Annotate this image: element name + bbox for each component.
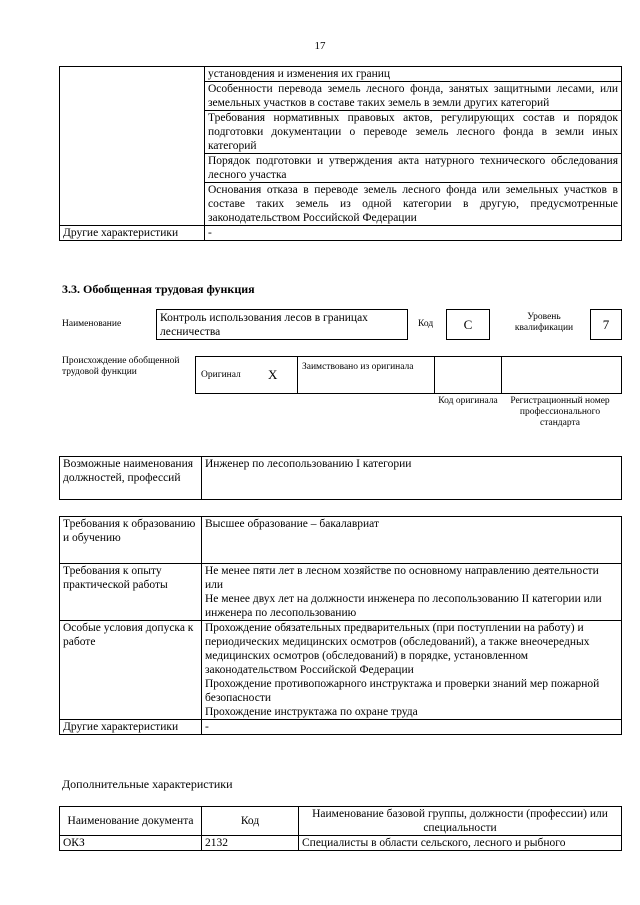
table-row	[60, 720, 622, 735]
origin-label: Происхождение обобщенной трудовой функции	[62, 356, 180, 377]
function-name: Контроль использования лесов в границах лесничества	[160, 312, 368, 338]
origin-box	[195, 356, 622, 394]
level-box	[590, 309, 622, 340]
code-original-caption: Код оригинала	[438, 396, 498, 406]
table-row	[60, 226, 622, 241]
experience-line: Не менее пяти лет в лесном хозяйстве по основному направлению деятельности	[205, 565, 599, 577]
special-conditions-value	[202, 621, 622, 720]
original-mark: X	[268, 367, 278, 382]
experience-label: Требования к опыту практической работы	[60, 564, 202, 621]
section-title: 3.3. Обобщенная трудовая функция	[62, 282, 255, 296]
page-number: 17	[314, 40, 326, 52]
table-row	[60, 517, 622, 564]
reg-number-caption: Регистрационный номер профессионального стандарта	[510, 396, 610, 428]
other-characteristics-value: -	[202, 720, 622, 735]
knowledge-item: Основания отказа в переводе земель лесного фонда или земельных участков в составе таких земель из одной категории в другую, предусмотренные законодательством Российской Федерации	[205, 183, 622, 226]
level-value: 7	[602, 317, 610, 332]
function-code: C	[463, 317, 473, 332]
positions-table	[59, 456, 622, 500]
divider	[501, 357, 502, 393]
experience-line: или	[205, 579, 224, 591]
knowledge-item: Порядок подготовки и утверждения акта натурного технического обследования лесного участка	[205, 154, 622, 183]
requirements-table	[59, 516, 622, 735]
table-row	[60, 621, 622, 720]
other-characteristics-value: -	[205, 226, 622, 241]
code-label: Код	[418, 319, 434, 329]
additional-table	[59, 806, 622, 851]
table-row	[60, 67, 622, 82]
special-conditions-label: Особые условия допуска к работе	[60, 621, 202, 720]
document-cell: ОКЗ	[60, 836, 202, 851]
knowledge-item: Особенности перевода земель лесного фонда, занятых защитными лесами, или земельных участков в составе таких земель в земли других категорий	[205, 82, 622, 111]
knowledge-label-cell	[60, 67, 205, 226]
special-line: Прохождение инструктажа по охране труда	[205, 706, 418, 718]
function-name-box	[156, 309, 408, 340]
divider	[297, 357, 298, 393]
function-code-box	[446, 309, 490, 340]
positions-value: Инженер по лесопользованию I категории	[202, 457, 622, 500]
table-row	[60, 457, 622, 500]
header-code: Код	[202, 807, 299, 836]
experience-line: Не менее двух лет на должности инженера по лесопользованию II категории или инженера по лесопользованию	[205, 593, 602, 619]
other-characteristics-label: Другие характеристики	[60, 226, 205, 241]
code-cell: 2132	[202, 836, 299, 851]
education-label: Требования к образованию и обучению	[60, 517, 202, 564]
knowledge-item: Требования нормативных правовых актов, регулирующих состав и порядок подготовки документации о переводе земель лесного фонда в земли иных категорий	[205, 111, 622, 154]
experience-value	[202, 564, 622, 621]
header-document: Наименование документа	[60, 807, 202, 836]
knowledge-table	[59, 66, 622, 241]
education-value: Высшее образование – бакалавриат	[202, 517, 622, 564]
table-row	[60, 807, 622, 836]
special-line: Прохождение противопожарного инструктажа и проверки знаний мер пожарной безопасности	[205, 678, 600, 704]
header-group: Наименование базовой группы, должности (профессии) или специальности	[299, 807, 622, 836]
level-label: Уровень квалификации	[514, 312, 574, 333]
positions-label: Возможные наименования должностей, профессий	[60, 457, 202, 500]
knowledge-item: установдения и изменения их границ	[205, 67, 622, 82]
original-label: Оригинал	[201, 370, 241, 380]
other-characteristics-label: Другие характеристики	[60, 720, 202, 735]
name-label: Наименование	[62, 319, 122, 329]
additional-title: Дополнительные характеристики	[62, 777, 233, 791]
divider	[434, 357, 435, 393]
table-row	[60, 564, 622, 621]
borrowed-label: Заимствовано из оригинала	[302, 362, 414, 372]
special-line: Прохождение обязательных предварительных (при поступлении на работу) и периодических медицинских осмотров (обследований), а также внеочередных медицинских осмотров (обследований) в порядке, установленном законодательством Российской Федерации	[205, 622, 590, 676]
table-row	[60, 836, 622, 851]
group-cell: Специалисты в области сельского, лесного и рыбного	[299, 836, 622, 851]
